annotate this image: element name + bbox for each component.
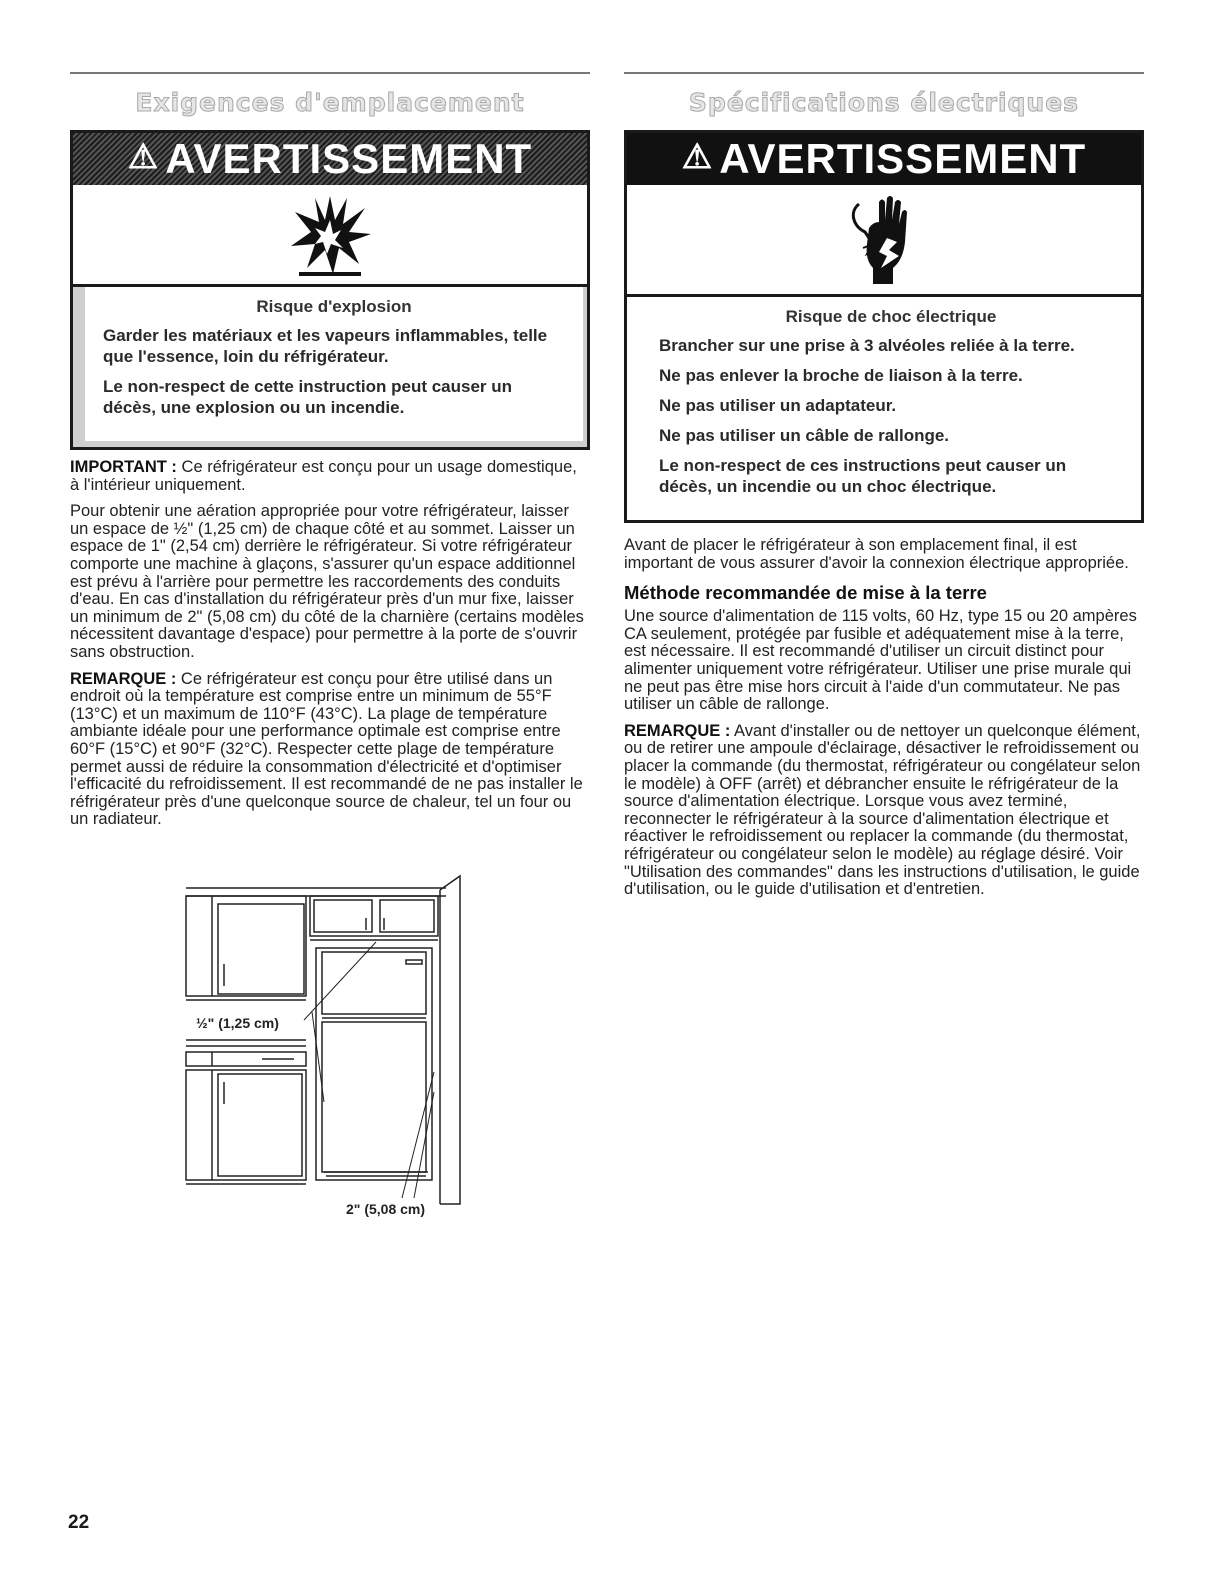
warning-title: Risque d'explosion [256,297,412,316]
warning-triangle-icon: ⚠ [681,138,714,176]
warning-header-label: AVERTISSEMENT [165,135,533,182]
page-number: 22 [68,1512,90,1533]
bottom-clearance-label: 2" (5,08 cm) [346,1201,426,1217]
warning-body [627,297,1141,520]
left-column [70,72,590,829]
warning-body [73,287,587,447]
top-rule [70,72,590,74]
paragraph-lead: REMARQUE : [624,721,731,740]
top-rule [624,72,1144,74]
refrigerator-clearance-diagram [176,872,496,1222]
warning-triangle-icon: ⚠ [127,138,160,176]
temperature-note-paragraph [70,671,590,829]
explosion-warning-box [70,130,590,450]
paragraph-text: Avant d'installer ou de nettoyer un quelconque élément, ou de retirer une ampoule d'éclairage, désactiver le refroidissement ou placer la commande (du thermostat, réfrigérateur ou congélateur selon le modèle) à OFF (arrêt) et débrancher ensuite le réfrigérateur de la source d'alimentation électrique. Lorsque vous avez terminé, reconnecter le réfrigérateur à la source d'alimentation électrique et réactiver le refroidissement ou replacer la commande (du thermostat, réfrigérateur ou congélateur selon le modèle) au réglage désiré. Voir "Utilisation des commandes" dans les instructions d'utilisation, le guide d'utilisation, ou le guide d'utilisation et d'entretien. [624,721,1141,899]
paragraph-lead: REMARQUE : [70,669,177,688]
warning-line: Le non-respect de cette instruction peut causer un décès, une explosion ou un incendie. [103,377,513,417]
warning-line: Le non-respect de ces instructions peut causer un décès, un incendie ou un choc électrique. [659,456,1067,496]
warning-line: Ne pas utiliser un câble de rallonge. [659,426,950,445]
warning-line: Brancher sur une prise à 3 alvéoles reliée à la terre. [659,336,1075,355]
grounding-method-heading: Méthode recommandée de mise à la terre [624,582,987,604]
warning-header-label: AVERTISSEMENT [719,135,1087,182]
paragraph-lead: IMPORTANT : [70,458,177,476]
warning-line: Garder les matériaux et les vapeurs inflammables, telle que l'essence, loin du réfrigérateur. [103,326,548,366]
electric-warning-box [624,130,1144,523]
power-supply-paragraph: Une source d'alimentation de 115 volts, 60 Hz, type 15 ou 20 ampères CA seulement, protégée par fusible et adéquatement mise à la terre, est nécessaire. Il est recommandé d'utiliser un circuit distinct pour alimenter uniquement votre réfrigérateur. Utiliser une prise murale qui ne peut pas être mise hors circuit à l'aide d'un commutateur. Ne pas utiliser un câble de rallonge. [624,607,1137,714]
connection-paragraph: Avant de placer le réfrigérateur à son emplacement final, il est important de vous assurer d'avoir la connexion électrique appropriée. [624,536,1129,572]
paragraph-text: Ce réfrigérateur est conçu pour un usage domestique, à l'intérieur uniquement. [70,458,577,494]
side-clearance-label: ½" (1,25 cm) [196,1015,279,1031]
explosion-icon [285,190,375,280]
warning-title: Risque de choc électrique [785,307,997,326]
electric-shock-icon [839,192,929,288]
electric-shock-icon-area [627,185,1141,297]
important-paragraph [70,459,590,494]
warning-line: Ne pas utiliser un adaptateur. [659,396,897,415]
maintenance-note-paragraph [624,723,1144,899]
section-heading-location: Exigences d'emplacement [135,88,525,117]
section-heading-electrical: Spécifications électriques [688,88,1080,117]
ventilation-paragraph: Pour obtenir une aération appropriée pour votre réfrigérateur, laisser un espace de ½" (1,25 cm) de chaque côté et au sommet. Laisser un espace de 1" (2,54 cm) derrière le réfrigérateur. Si votre réfrigérateur comporte une machine à glaçons, s'assurer qu'un espace additionnel est prévu à l'arrière pour permettre les raccordements des conduits d'eau. En cas d'installation du réfrigérateur près d'un mur fixe, laisser un minimum de 2" (5,08 cm) du côté de la charnière (certains modèles nécessitent davantage d'espace) pour permettre à la porte de s'ouvrir sans obstruction. [70,502,584,661]
warning-line: Ne pas enlever la broche de liaison à la terre. [659,366,1023,385]
right-column [624,72,1144,899]
warning-header [627,133,1141,185]
warning-header [73,133,587,185]
paragraph-text: Ce réfrigérateur est conçu pour être utilisé dans un endroit où la température est comprise entre un minimum de 55°F (13°C) et un maximum de 110°F (43°C). La plage de température ambiante idéale pour une performance optimale est comprise entre 60°F (15°C) et 90°F (32°C). Respecter cette plage de température permet aussi de réduire la consommation d'électricité et d'optimiser l'efficacité du refroidissement. Il est recommandé de ne pas installer le réfrigérateur près d'une quelconque source de chaleur, tel un four ou un radiateur. [70,669,583,829]
explosion-icon-area [73,185,587,287]
